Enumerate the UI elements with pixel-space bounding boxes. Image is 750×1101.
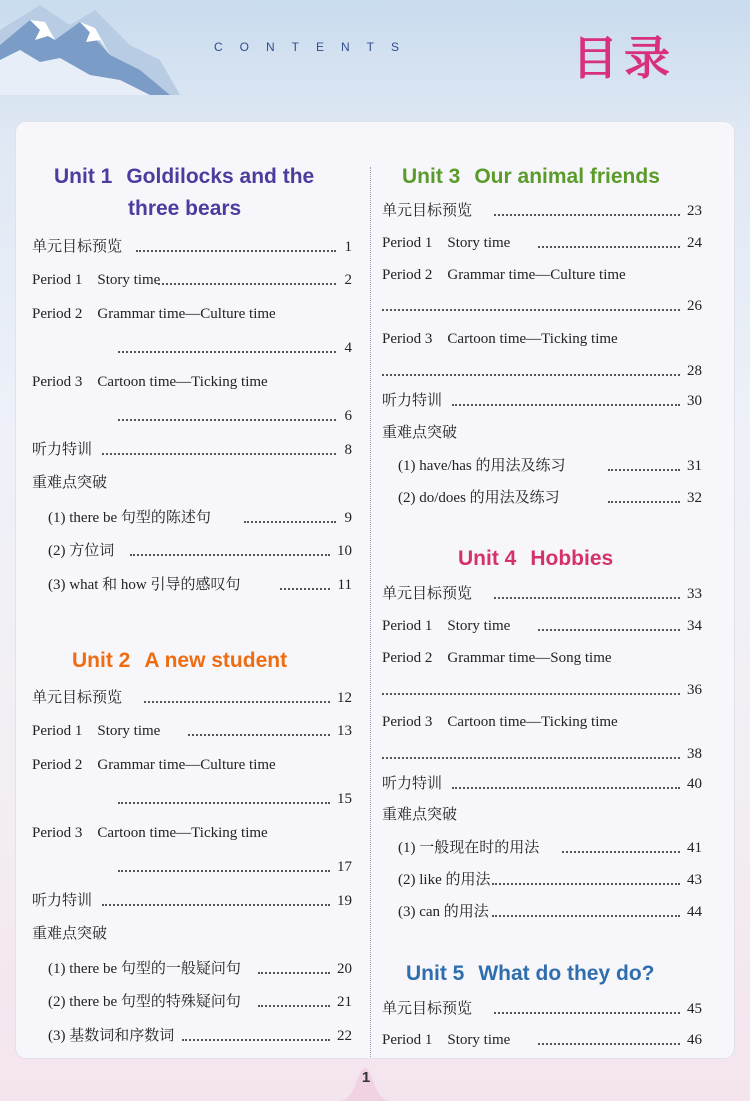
toc-entry-u3-kp1[interactable]: (1) have/has 的用法及练习 31 bbox=[398, 458, 702, 474]
unit4-title: Unit 4 Hobbies bbox=[458, 547, 614, 570]
toc-entry-u1-period3[interactable]: Period 3 Cartoon time—Ticking time bbox=[32, 374, 268, 390]
toc-entry-u2-keypoints: 重难点突破 bbox=[32, 926, 108, 942]
toc-entry-u3-keypoints: 重难点突破 bbox=[382, 425, 458, 441]
unit2-title: Unit 2 A new student bbox=[72, 649, 288, 672]
toc-entry-u3-listening[interactable]: 听力特训 30 bbox=[382, 393, 702, 409]
toc-entry-u2-kp2[interactable]: (2) there be 句型的特殊疑问句 21 bbox=[48, 994, 352, 1010]
toc-entry-u4-kp3[interactable]: (3) can 的用法 44 bbox=[398, 904, 702, 920]
left-column: Unit 1 Goldilocks and the three bears 单元目标预览 1 Period 1 Story time 2 Period 2 Grammar time—Culture time 4 Period 3 Cartoon time—Ticking time 6 听力特训 8 重难点突破 (1) there be 句型的陈述句 9 (2) 方位词 10 (3) what 和 how 引导的感叹句 11 Unit 2 A new student 单元目标预览 12 Period 1 Story time 13 Period 2 Grammar time—Culture time 15 Period 3 Cartoon time—Ticking time 17 听力特训 19 重难点突破 (1) there be 句型的一般疑问句 20 (2) there be 句型的特殊疑问句 21 (3) 基数词和序数词 22 bbox=[32, 155, 352, 219]
page-title: 目录 bbox=[572, 31, 676, 85]
toc-entry-u1-kp3[interactable]: (3) what 和 how 引导的感叹句 11 bbox=[48, 577, 352, 593]
toc-entry-u4-preview[interactable]: 单元目标预览 33 bbox=[382, 586, 702, 602]
toc-entry-u3-kp2[interactable]: (2) do/does 的用法及练习 32 bbox=[398, 490, 702, 506]
toc-entry-u1-preview[interactable]: 单元目标预览 1 bbox=[32, 239, 352, 255]
toc-entry-u3-period2[interactable]: Period 2 Grammar time—Culture time bbox=[382, 267, 626, 283]
toc-entry-u1-kp2[interactable]: (2) 方位词 10 bbox=[48, 543, 352, 559]
contents-label: CONTENTS bbox=[214, 40, 416, 54]
toc-entry-u2-period1[interactable]: Period 1 Story time 13 bbox=[32, 723, 352, 739]
unit5-title: Unit 5 What do they do? bbox=[406, 962, 655, 985]
header bbox=[0, 0, 750, 110]
snow-mountain-illustration bbox=[0, 0, 180, 95]
toc-entry-u4-listening[interactable]: 听力特训 40 bbox=[382, 776, 702, 792]
toc-entry-u2-preview[interactable]: 单元目标预览 12 bbox=[32, 690, 352, 706]
page-number: 1 bbox=[361, 1069, 371, 1086]
unit3-title: Unit 3 Our animal friends bbox=[402, 165, 660, 188]
toc-entry-u5-preview[interactable]: 单元目标预览 45 bbox=[382, 1001, 702, 1017]
unit1-title: Unit 1 Goldilocks and the three bears bbox=[54, 165, 315, 220]
toc-entry-u4-period3[interactable]: Period 3 Cartoon time—Ticking time bbox=[382, 714, 618, 730]
toc-entry-u2-kp1[interactable]: (1) there be 句型的一般疑问句 20 bbox=[48, 961, 352, 977]
toc-entry-u3-period1[interactable]: Period 1 Story time 24 bbox=[382, 235, 702, 251]
toc-entry-u1-period2[interactable]: Period 2 Grammar time—Culture time bbox=[32, 306, 276, 322]
toc-entry-u4-period1[interactable]: Period 1 Story time 34 bbox=[382, 618, 702, 634]
toc-entry-u3-preview[interactable]: 单元目标预览 23 bbox=[382, 203, 702, 219]
toc-entry-u5-period1[interactable]: Period 1 Story time 46 bbox=[382, 1032, 702, 1048]
toc-entry-u4-keypoints: 重难点突破 bbox=[382, 807, 458, 823]
toc-entry-u1-period1[interactable]: Period 1 Story time 2 bbox=[32, 272, 352, 288]
toc-entry-u1-keypoints: 重难点突破 bbox=[32, 475, 108, 491]
toc-entry-u4-kp2[interactable]: (2) like 的用法 43 bbox=[398, 872, 702, 888]
toc-entry-u2-period3[interactable]: Period 3 Cartoon time—Ticking time bbox=[32, 825, 268, 841]
toc-entry-u2-period2[interactable]: Period 2 Grammar time—Culture time bbox=[32, 757, 276, 773]
toc-entry-u4-period2[interactable]: Period 2 Grammar time—Song time bbox=[382, 650, 612, 666]
toc-entry-u4-kp1[interactable]: (1) 一般现在时的用法 41 bbox=[398, 840, 702, 856]
column-divider bbox=[370, 167, 371, 1057]
toc-entry-u2-listening[interactable]: 听力特训 19 bbox=[32, 893, 352, 909]
toc-entry-u2-kp3[interactable]: (3) 基数词和序数词 22 bbox=[48, 1028, 352, 1044]
toc-entry-u3-period3[interactable]: Period 3 Cartoon time—Ticking time bbox=[382, 331, 618, 347]
toc-entry-u1-listening[interactable]: 听力特训 8 bbox=[32, 442, 352, 458]
toc-entry-u1-kp1[interactable]: (1) there be 句型的陈述句 9 bbox=[48, 510, 352, 526]
